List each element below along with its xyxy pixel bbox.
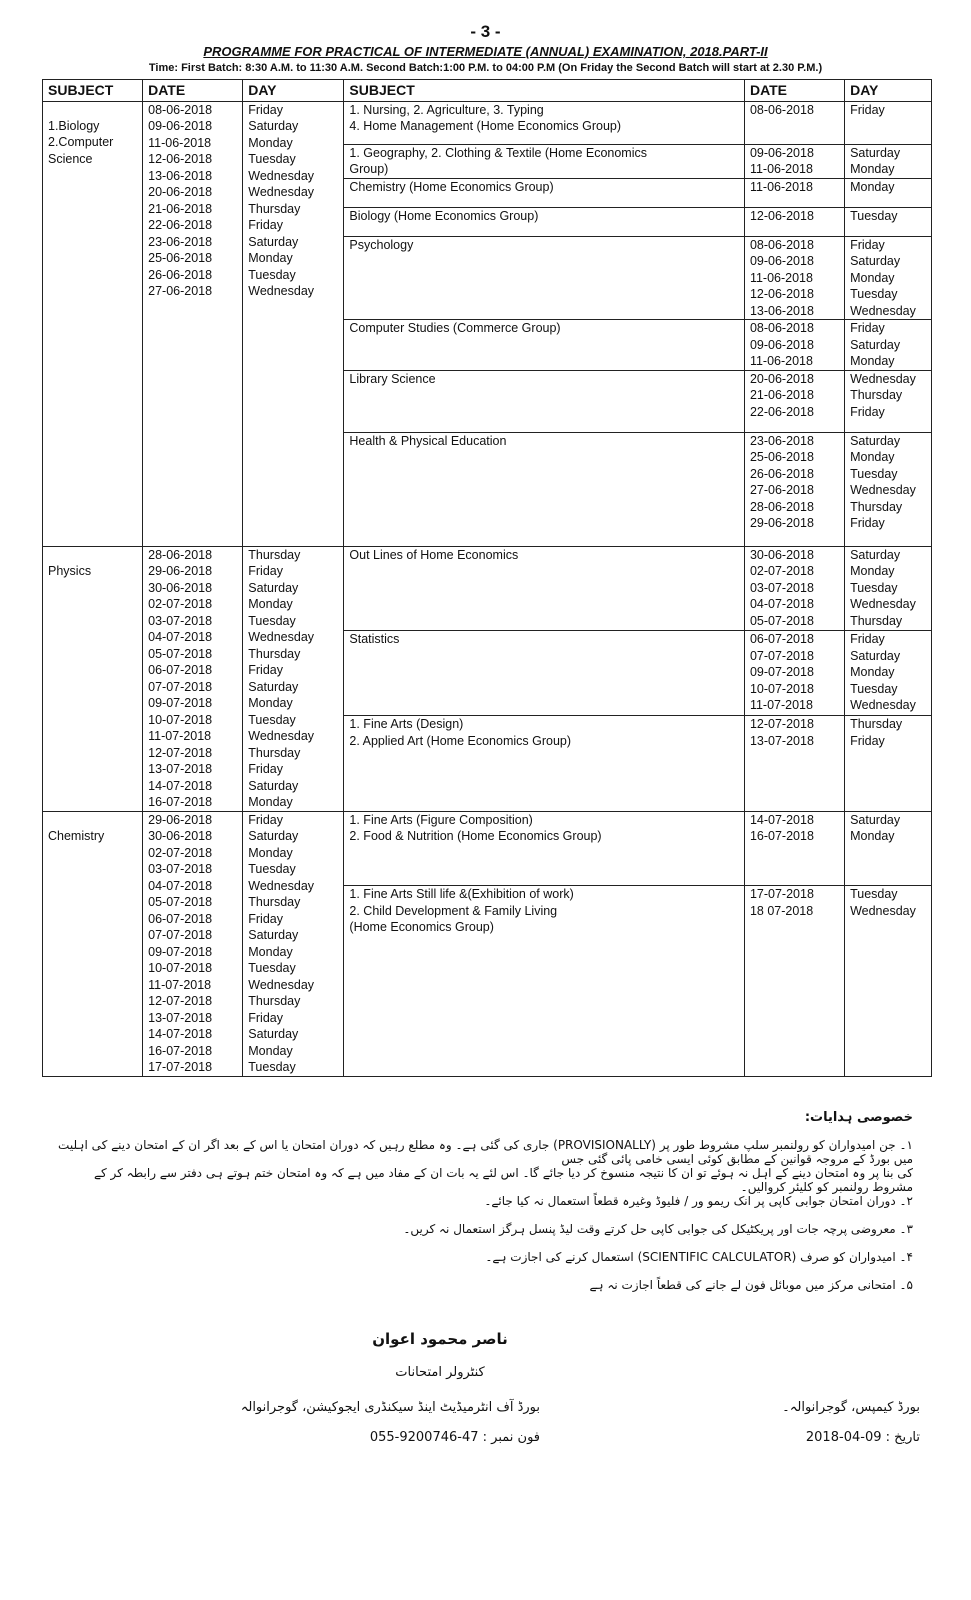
signatory-name: ناصر محمود اعوان bbox=[372, 1330, 508, 1348]
right-dates: 30-06-2018 02-07-2018 03-07-2018 04-07-2018 05-07-2018 bbox=[744, 546, 844, 631]
right-dates: 11-06-2018 bbox=[744, 178, 844, 207]
right-dates: 08-06-2018 09-06-2018 11-06-2018 12-06-2018 13-06-2018 bbox=[744, 236, 844, 320]
column-header-date: DATE bbox=[143, 80, 243, 102]
right-days: Friday Saturday Monday Tuesday Wednesday bbox=[845, 236, 932, 320]
group-subject: 1.Biology 2.Computer Science bbox=[43, 101, 143, 546]
table-row bbox=[43, 546, 932, 631]
right-subject: 1. Fine Arts (Figure Composition) 2. Food & Nutrition (Home Economics Group) bbox=[344, 811, 745, 886]
right-subject: Computer Studies (Commerce Group) bbox=[344, 320, 745, 371]
instruction-item: ۳۔ معروضی پرچہ جات اور پریکٹیکل کی جوابی کاپی حل کرتے وقت لیڈ پنسل ہرگز استعمال نہ کریں۔ bbox=[403, 1222, 913, 1236]
right-dates: 20-06-2018 21-06-2018 22-06-2018 bbox=[744, 370, 844, 432]
group-days: Friday Saturday Monday Tuesday Wednesday Wednesday Thursday Friday Saturday Monday Tuesday Wednesday bbox=[243, 101, 344, 546]
instruction-item: کی بنا پر وہ امتحان دینے کے اہل نہ ہوئے تو ان کا نتیجہ منسوخ کر دیا جائے گا۔ اس لئے یہ بات ان کے مفاد میں ہے کہ وہ امتحان ختم ہوتے ہی دفتر سے رابطہ کر کے مشروط رولنمبر کو کلیئر کروالیں۔ bbox=[93, 1166, 913, 1194]
right-days: Monday bbox=[845, 178, 932, 207]
right-dates: 14-07-2018 16-07-2018 bbox=[744, 811, 844, 886]
column-header-subject: SUBJECT bbox=[43, 80, 143, 102]
right-dates: 08-06-2018 09-06-2018 11-06-2018 bbox=[744, 320, 844, 371]
column-header-day: DAY bbox=[243, 80, 344, 102]
right-days: Friday bbox=[845, 101, 932, 144]
right-dates: 06-07-2018 07-07-2018 09-07-2018 10-07-2018 11-07-2018 bbox=[744, 631, 844, 716]
page-title: PROGRAMME FOR PRACTICAL OF INTERMEDIATE (ANNUAL) EXAMINATION, 2018.PART-II bbox=[203, 44, 768, 59]
signatory-designation: کنٹرولر امتحانات bbox=[395, 1365, 485, 1380]
right-subject: Biology (Home Economics Group) bbox=[344, 207, 745, 236]
campus-location: بورڈ کیمپس، گوجرانوالہ۔ bbox=[782, 1400, 920, 1415]
right-days: Tuesday Wednesday bbox=[845, 886, 932, 1076]
right-days: Thursday Friday bbox=[845, 716, 932, 811]
right-subject: 1. Nursing, 2. Agriculture, 3. Typing 4. Home Management (Home Economics Group) bbox=[344, 101, 745, 144]
column-header-day-2: DAY bbox=[845, 80, 932, 102]
right-subject: 1. Fine Arts Still life &(Exhibition of work) 2. Child Development & Family Living (Home Economics Group) bbox=[344, 886, 745, 1076]
right-days: Saturday Monday Tuesday Wednesday Thursday bbox=[845, 546, 932, 631]
right-days: Saturday Monday bbox=[845, 811, 932, 886]
right-subject: Library Science bbox=[344, 370, 745, 432]
table-header-row bbox=[43, 80, 932, 102]
column-header-date-2: DATE bbox=[744, 80, 844, 102]
right-dates: 09-06-2018 11-06-2018 bbox=[744, 144, 844, 178]
right-subject: Statistics bbox=[344, 631, 745, 716]
right-subject: Out Lines of Home Economics bbox=[344, 546, 745, 631]
group-dates: 28-06-2018 29-06-2018 30-06-2018 02-07-2018 03-07-2018 04-07-2018 05-07-2018 06-07-2018 07-07-2018 09-07-2018 10-07-2018 11-07-2018 12-07-2018 13-07-2018 14-07-2018 16-07-2018 bbox=[143, 546, 243, 811]
right-dates: 12-06-2018 bbox=[744, 207, 844, 236]
group-subject: Physics bbox=[43, 546, 143, 811]
right-subject: Health & Physical Education bbox=[344, 432, 745, 546]
right-dates: 23-06-2018 25-06-2018 26-06-2018 27-06-2018 28-06-2018 29-06-2018 bbox=[744, 432, 844, 546]
right-days: Saturday Monday Tuesday Wednesday Thursday Friday bbox=[845, 432, 932, 546]
right-days: Friday Saturday Monday Tuesday Wednesday bbox=[845, 631, 932, 716]
instructions-heading: خصوصی ہدایات: bbox=[804, 1110, 913, 1125]
right-subject: Psychology bbox=[344, 236, 745, 320]
right-dates: 17-07-2018 18 07-2018 bbox=[744, 886, 844, 1076]
right-days: Saturday Monday bbox=[845, 144, 932, 178]
schedule-table bbox=[42, 79, 932, 1077]
phone-number: فون نمبر : 47-9200746-055 bbox=[369, 1430, 540, 1445]
right-days: Wednesday Thursday Friday bbox=[845, 370, 932, 432]
right-subject: Chemistry (Home Economics Group) bbox=[344, 178, 745, 207]
issue-date: تاریخ : 09-04-2018 bbox=[805, 1430, 920, 1445]
page-number: - 3 - bbox=[470, 22, 501, 41]
right-dates: 08-06-2018 bbox=[744, 101, 844, 144]
instruction-item: ۵۔ امتحانی مرکز میں موبائل فون لے جانے کی قطعاً اجازت نہ ہے bbox=[589, 1278, 913, 1292]
right-dates: 12-07-2018 13-07-2018 bbox=[744, 716, 844, 811]
right-days: Friday Saturday Monday bbox=[845, 320, 932, 371]
right-subject: 1. Fine Arts (Design) 2. Applied Art (Home Economics Group) bbox=[344, 716, 745, 811]
right-subject: 1. Geography, 2. Clothing & Textile (Home Economics Group) bbox=[344, 144, 745, 178]
table-row bbox=[43, 811, 932, 886]
table-row bbox=[43, 101, 932, 144]
right-days: Tuesday bbox=[845, 207, 932, 236]
group-days: Friday Saturday Monday Tuesday Wednesday Thursday Friday Saturday Monday Tuesday Wednesday Thursday Friday Saturday Monday Tuesday bbox=[243, 811, 344, 1076]
group-subject: Chemistry bbox=[43, 811, 143, 1076]
board-name: بورڈ آف انٹرمیڈیٹ اینڈ سیکنڈری ایجوکیشن، گوجرانوالہ bbox=[240, 1400, 540, 1415]
group-dates: 08-06-2018 09-06-2018 11-06-2018 12-06-2018 13-06-2018 20-06-2018 21-06-2018 22-06-2018 23-06-2018 25-06-2018 26-06-2018 27-06-2018 bbox=[143, 101, 243, 546]
timing-note: Time: First Batch: 8:30 A.M. to 11:30 A.M. Second Batch:1:00 P.M. to 04:00 P.M (On Friday the Second Batch will start at 2.30 P.M.) bbox=[148, 62, 823, 74]
instruction-item: ۲۔ دوران امتحان جوابی کاپی پر انک ریمو ور / فلیوڈ وغیرہ قطعاً استعمال نہ کیا جائے۔ bbox=[484, 1194, 913, 1208]
column-header-subject-2: SUBJECT bbox=[344, 80, 745, 102]
instruction-item: ۴۔ امیدواران کو صرف (SCIENTIFIC CALCULATOR) استعمال کرنے کی اجازت ہے۔ bbox=[485, 1250, 913, 1264]
group-days: Thursday Friday Saturday Monday Tuesday Wednesday Thursday Friday Saturday Monday Tuesday Wednesday Thursday Friday Saturday Monday bbox=[243, 546, 344, 811]
instruction-item: ۱۔ جن امیدواران کو رولنمبر سلپ مشروط طور پر (PROVISIONALLY) جاری کی گئی ہے۔ وہ مطلع رہیں کہ دوران امتحان یا اس کے بعد اگر ان کے امتحان دینے کی اہلیت میں بورڈ کے مروجہ قوانین کے مطابق کوئی ایسی خامی پائی گئی جس bbox=[58, 1138, 913, 1166]
group-dates: 29-06-2018 30-06-2018 02-07-2018 03-07-2018 04-07-2018 05-07-2018 06-07-2018 07-07-2018 09-07-2018 10-07-2018 11-07-2018 12-07-2018 13-07-2018 14-07-2018 16-07-2018 17-07-2018 bbox=[143, 811, 243, 1076]
